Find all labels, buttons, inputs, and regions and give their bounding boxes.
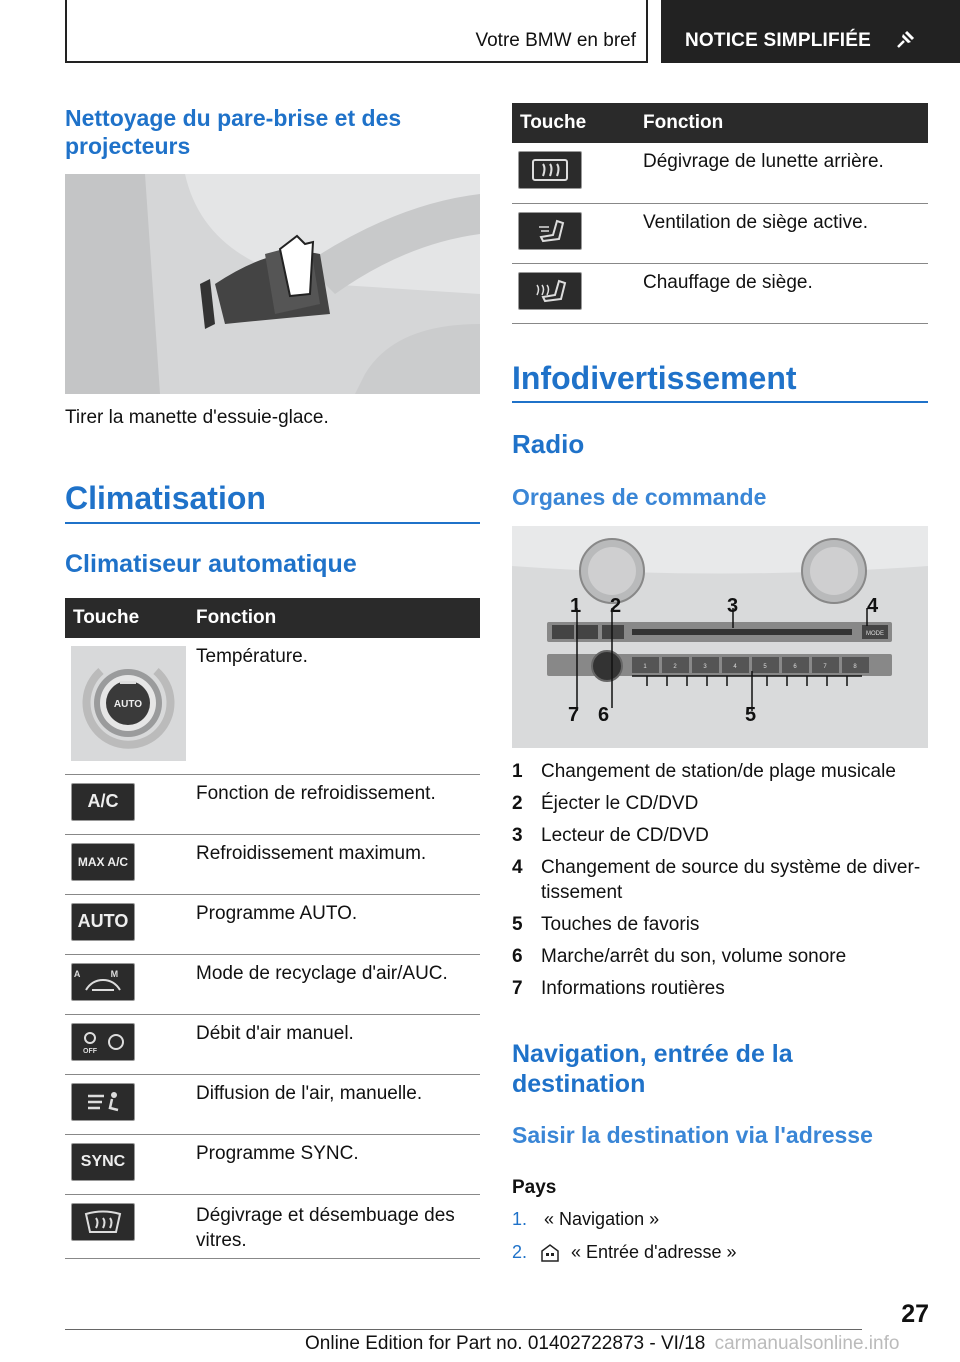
- recirc-label: A M: [74, 968, 132, 979]
- quick-guide-badge: [661, 0, 960, 63]
- page-number: 27: [901, 1300, 929, 1328]
- callout-4: 4: [867, 595, 879, 617]
- table-row: [65, 638, 480, 774]
- seat-key-table: [512, 103, 928, 324]
- callout-3: 3: [727, 595, 739, 617]
- table-row: [65, 954, 480, 1014]
- list-item: 7 Informations routières: [512, 978, 725, 999]
- table-row: [512, 143, 928, 203]
- preset-key-label: 7: [823, 664, 827, 670]
- table-row: [65, 774, 480, 834]
- navigation-heading: Navigation, entrée de la destination: [512, 1040, 793, 1098]
- footer-rule: [65, 1329, 862, 1330]
- step-2: [512, 1241, 737, 1263]
- footer-edition: [305, 1333, 899, 1355]
- wash-caption: Tirer la manette d'essuie-glace.: [65, 407, 329, 428]
- function-text: Chauffage de siège.: [635, 263, 928, 323]
- climate-rule: [65, 522, 480, 524]
- function-text: Ventilation de siège active.: [635, 203, 928, 263]
- list-item: 6 Marche/arrêt du son, volume sonore: [512, 946, 847, 967]
- fan-key-icon: [71, 1023, 135, 1061]
- radio-panel-figure: [512, 526, 928, 748]
- rear-defrost-key-icon: [518, 151, 582, 189]
- temperature-knob-icon: [71, 646, 186, 761]
- table-row: [65, 1134, 480, 1194]
- callout-7: 7: [568, 704, 580, 726]
- edition-text: Online Edition for Part no. 01402722873 - VI/18: [305, 1333, 706, 1354]
- col-touche: Touche: [512, 103, 635, 143]
- climate-heading: Climatisation: [65, 480, 266, 516]
- col-fonction: Fonction: [635, 103, 928, 143]
- air-distribution-key-icon: [71, 1083, 135, 1121]
- controls-list: [512, 759, 928, 1008]
- callout-1: 1: [570, 595, 582, 617]
- callout-6: 6: [598, 704, 610, 726]
- function-text: Dégivrage et désembuage des vitres.: [188, 1194, 480, 1258]
- section-title: Votre BMW en bref: [475, 30, 636, 51]
- step-number: 1.: [512, 1209, 528, 1229]
- preset-key-label: 5: [763, 664, 767, 670]
- controls-heading: Organes de commande: [512, 484, 767, 510]
- max-ac-key-icon: MAX A/C: [71, 843, 135, 881]
- list-item: 1 Changement de station/de plage musicale: [512, 761, 896, 782]
- step-number: 2.: [512, 1241, 528, 1262]
- wiper-stalk-photo: [65, 174, 480, 394]
- col-fonction: Fonction: [188, 598, 480, 638]
- preset-key-label: 3: [703, 664, 707, 670]
- pin-icon: [894, 29, 916, 51]
- table-row: [65, 1014, 480, 1074]
- table-row: [65, 1194, 480, 1258]
- infotainment-heading: Infodivertissement: [512, 360, 797, 396]
- wash-heading: Nettoyage du pare-brise et des projecteurs: [65, 105, 402, 159]
- fan-off-label: OFF: [83, 1047, 97, 1055]
- function-text: Fonction de refroidissement.: [188, 774, 480, 834]
- windscreen-defrost-key-icon: [71, 1203, 135, 1241]
- function-text: Débit d'air manuel.: [188, 1014, 480, 1074]
- callout-5: 5: [745, 704, 757, 726]
- step-text: « Navigation »: [544, 1209, 660, 1229]
- step-text: « Entrée d'adresse »: [571, 1241, 737, 1262]
- function-text: Mode de recyclage d'air/AUC.: [188, 954, 480, 1014]
- radio-heading: Radio: [512, 429, 585, 459]
- auto-ac-heading: Climatiseur automatique: [65, 550, 357, 578]
- table-row: [65, 834, 480, 894]
- preset-key-label: 2: [673, 664, 677, 670]
- table-row: [65, 1074, 480, 1134]
- auto-key-icon: AUTO: [71, 903, 135, 941]
- callout-2: 2: [610, 595, 622, 617]
- table-row: [512, 203, 928, 263]
- table-row: [512, 263, 928, 323]
- list-item: 5 Touches de favoris: [512, 914, 700, 935]
- pays-label: Pays: [512, 1177, 557, 1198]
- function-text: Programme AUTO.: [188, 894, 480, 954]
- table-row: [65, 894, 480, 954]
- badge-label: NOTICE SIMPLIFIÉE: [685, 30, 872, 51]
- mode-key-label: MODE: [866, 631, 884, 637]
- function-text: Programme SYNC.: [188, 1134, 480, 1194]
- seat-ventilation-key-icon: [518, 212, 582, 250]
- list-item: 3 Lecteur de CD/DVD: [512, 825, 709, 846]
- infotainment-rule: [512, 401, 928, 403]
- address-heading: Saisir la destination via l'adresse: [512, 1122, 873, 1148]
- preset-key-label: 4: [733, 664, 737, 670]
- preset-key-label: 8: [853, 664, 857, 670]
- list-item: 2 Éjecter le CD/DVD: [512, 793, 699, 814]
- preset-key-label: 1: [643, 664, 647, 670]
- recirculation-key-icon: [71, 963, 135, 1001]
- watermark-text: carmanualsonline.info: [714, 1333, 900, 1354]
- list-item: 4 Changement de source du système de divertissement: [512, 857, 921, 903]
- seat-heating-key-icon: [518, 272, 582, 310]
- auto-label: AUTO: [113, 699, 143, 710]
- col-touche: Touche: [65, 598, 188, 638]
- function-text: Température.: [188, 638, 480, 774]
- address-entry-icon: [539, 1241, 561, 1263]
- ac-key-table: [65, 598, 480, 1259]
- step-1: [512, 1209, 659, 1230]
- preset-key-label: 6: [793, 664, 797, 670]
- sync-key-icon: SYNC: [71, 1143, 135, 1181]
- function-text: Dégivrage de lunette arrière.: [635, 143, 928, 203]
- function-text: Refroidissement maximum.: [188, 834, 480, 894]
- function-text: Diffusion de l'air, manuelle.: [188, 1074, 480, 1134]
- ac-key-icon: A/C: [71, 783, 135, 821]
